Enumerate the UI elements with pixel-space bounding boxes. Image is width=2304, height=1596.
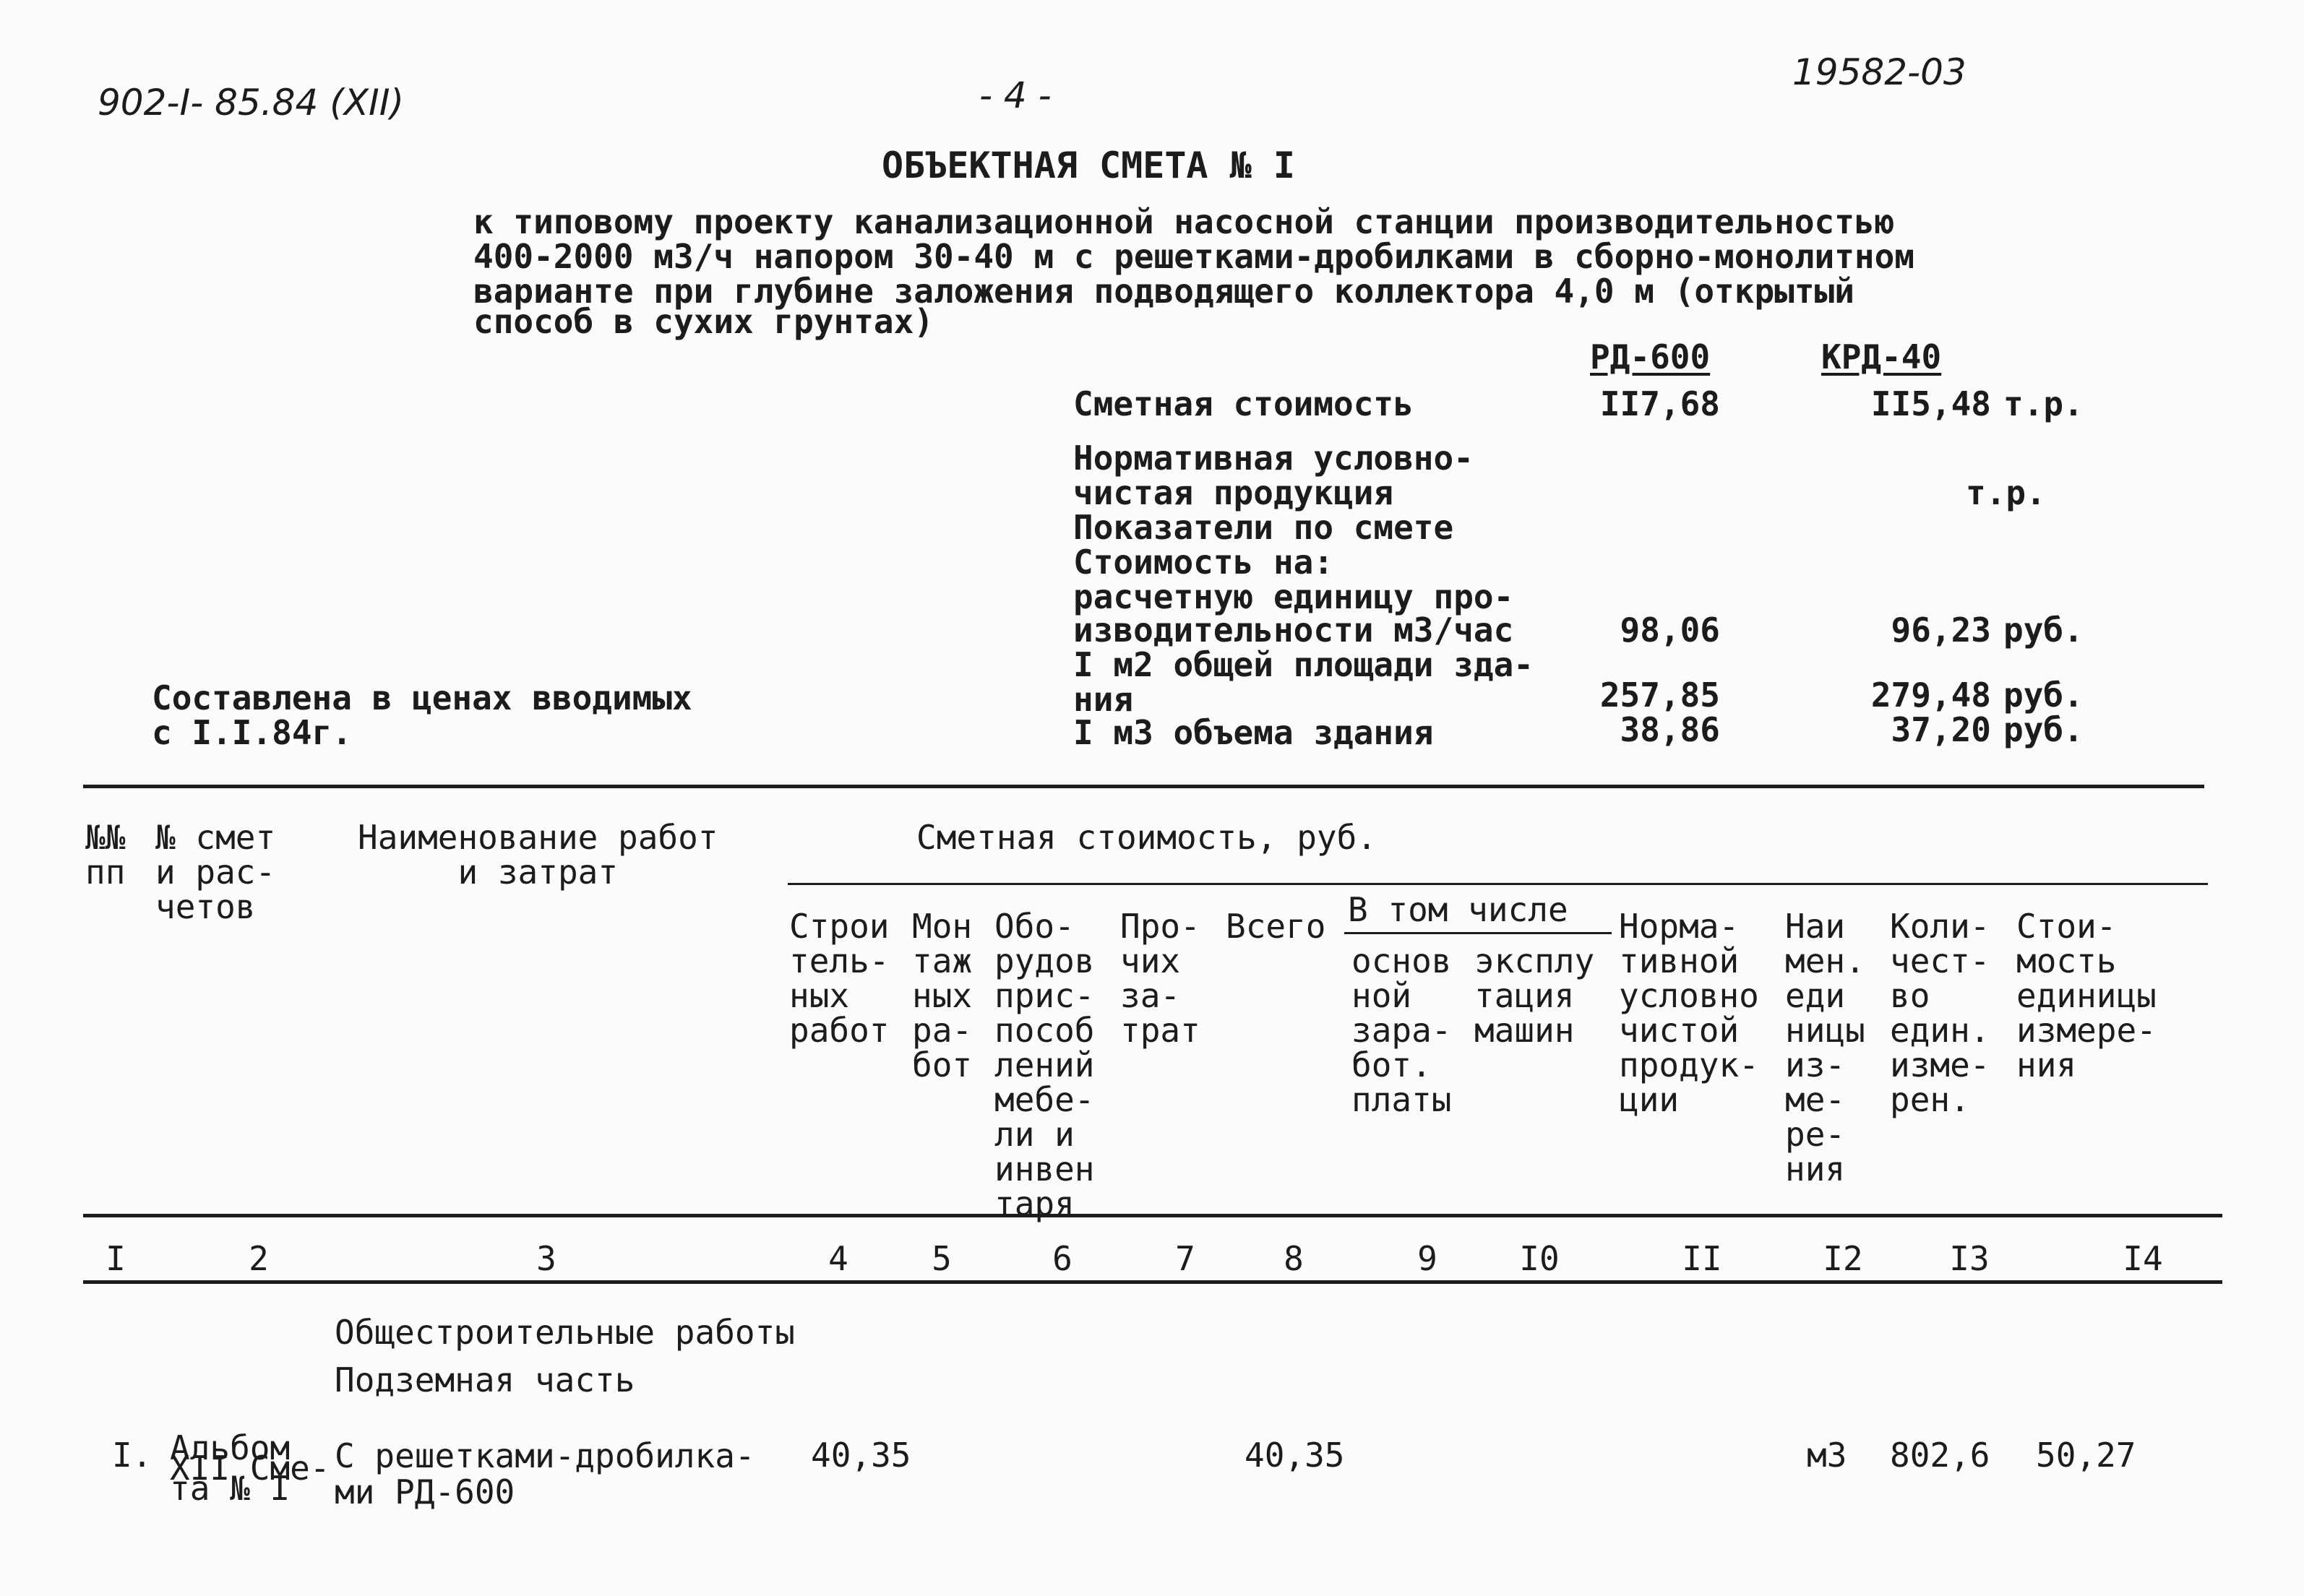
summary-value-krd40: 37,20 (1891, 710, 1991, 749)
summary-value-krd40: 96,23 (1891, 611, 1991, 650)
cell-name: С решетками-дробилка- ми РД-600 (335, 1436, 755, 1511)
section-title: Подземная часть (335, 1360, 635, 1399)
prices-note-line-1: Составлена в ценах вводимых (152, 678, 692, 717)
archive-number: 19582-03 (1792, 51, 1966, 93)
summary-col-header-krd40: КРД-40 (1821, 337, 1942, 376)
col-header-unit-cost: Стои- мость единицы измере- ния (2016, 907, 2157, 1084)
col-header-oborud: Обо- рудов прис- пособ лений мебе- ли и инвен таря (994, 907, 1095, 1223)
document-code: 902-I- 85.84 (XII) (98, 82, 404, 124)
cell-smeta: Альбом XII Сме- та № I (170, 1428, 330, 1508)
summary-label: I м2 общей площади зда- (1073, 645, 1534, 684)
summary-value-rd600: 257,85 (1599, 676, 1720, 715)
incl-rule (1344, 932, 1612, 934)
col-number: I2 (1823, 1239, 1863, 1278)
table-top-rule (83, 785, 2204, 788)
summary-label: чистая продукция (1073, 473, 1394, 512)
group-header-cost: Сметная стоимость, руб. (916, 818, 1377, 857)
cell-pp: I. (112, 1436, 152, 1475)
summary-unit: т.р. (1966, 473, 2046, 512)
summary-unit: т.р. (2003, 384, 2084, 423)
summary-label: Стоимость на: (1073, 543, 1334, 582)
col-header-pp: №№ пп (85, 818, 126, 892)
cell-unit-cost: 50,27 (2036, 1436, 2136, 1475)
col-number: II (1682, 1239, 1722, 1278)
col-header-name: Наименование работ и затрат (358, 818, 718, 892)
subtitle-line-2: 400-2000 м3/ч напором 30-40 м с решетками-дробилками в сборно-монолитном (473, 237, 1914, 276)
section-title: Общестроительные работы (335, 1313, 795, 1352)
cell-qty: 802,6 (1890, 1436, 1990, 1475)
summary-unit: руб. (2003, 676, 2084, 715)
col-number: 4 (828, 1239, 848, 1278)
col-number: I (106, 1239, 126, 1278)
col-header-mashiny: эксплу тация машин (1474, 941, 1595, 1050)
col-header-montazh: Мон таж ных ра- бот (912, 907, 973, 1084)
col-header-norm: Норма- тивной условно чистой продук- ции (1619, 907, 1759, 1119)
col-number: I3 (1949, 1239, 1990, 1278)
cell-vsego: 40,35 (1245, 1436, 1345, 1475)
summary-label: Сметная стоимость (1073, 384, 1414, 423)
col-header-stroit: Строи тель- ных работ (789, 907, 890, 1050)
summary-value-krd40: 279,48 (1870, 676, 1991, 715)
col-numbers-rule (83, 1280, 2222, 1284)
summary-label: изводительности м3/час (1073, 611, 1514, 650)
col-number: 8 (1284, 1239, 1304, 1278)
col-number: I4 (2123, 1239, 2163, 1278)
summary-label: ния (1073, 680, 1134, 719)
subtitle-line-4: способ в сухих грунтах) (473, 302, 934, 341)
col-number: I0 (1519, 1239, 1560, 1278)
cell-unit: м3 (1807, 1436, 1847, 1475)
document-title: ОБЪЕКТНАЯ СМЕТА № I (882, 144, 1295, 186)
summary-label: Показатели по смете (1073, 508, 1454, 547)
col-header-qty: Коли- чест- во един. изме- рен. (1890, 907, 1990, 1119)
group-header-incl: В том числе (1348, 890, 1568, 929)
summary-col-header-rd600: РД-600 (1590, 337, 1711, 376)
col-header-zarplata: основ ной зара- бот. платы (1351, 941, 1452, 1119)
col-header-vsego: Всего (1226, 907, 1326, 946)
col-header-unit: Наи мен. еди ницы из- ме- ре- ния (1785, 907, 1865, 1189)
col-header-smeta: № смет и рас- четов (155, 818, 276, 926)
summary-value-rd600: II7,68 (1599, 384, 1720, 423)
summary-label: Нормативная условно- (1073, 439, 1474, 478)
summary-label: расчетную единицу про- (1073, 577, 1514, 616)
col-number: 2 (249, 1239, 269, 1278)
summary-value-rd600: 98,06 (1620, 611, 1720, 650)
col-number: 6 (1052, 1239, 1073, 1278)
col-number: 3 (536, 1239, 556, 1278)
col-number: 9 (1417, 1239, 1437, 1278)
summary-unit: руб. (2003, 611, 2084, 650)
page-number: - 4 - (979, 74, 1052, 116)
subtitle-line-1: к типовому проекту канализационной насосной станции производительностью (473, 202, 1895, 241)
col-number: 5 (932, 1239, 952, 1278)
summary-label: I м3 объема здания (1073, 713, 1434, 752)
subtitle-line-3: варианте при глубине заложения подводящего коллектора 4,0 м (открытый (473, 272, 1854, 311)
cell-stroit: 40,35 (811, 1436, 911, 1475)
header-bottom-rule (83, 1214, 2222, 1217)
prices-note-line-2: с I.I.84г. (152, 713, 352, 752)
summary-unit: руб. (2003, 710, 2084, 749)
col-number: 7 (1175, 1239, 1195, 1278)
group-header-rule (788, 883, 2208, 885)
summary-value-krd40: II5,48 (1870, 384, 1991, 423)
col-header-prochie: Про- чих за- трат (1120, 907, 1200, 1050)
summary-value-rd600: 38,86 (1620, 710, 1720, 749)
